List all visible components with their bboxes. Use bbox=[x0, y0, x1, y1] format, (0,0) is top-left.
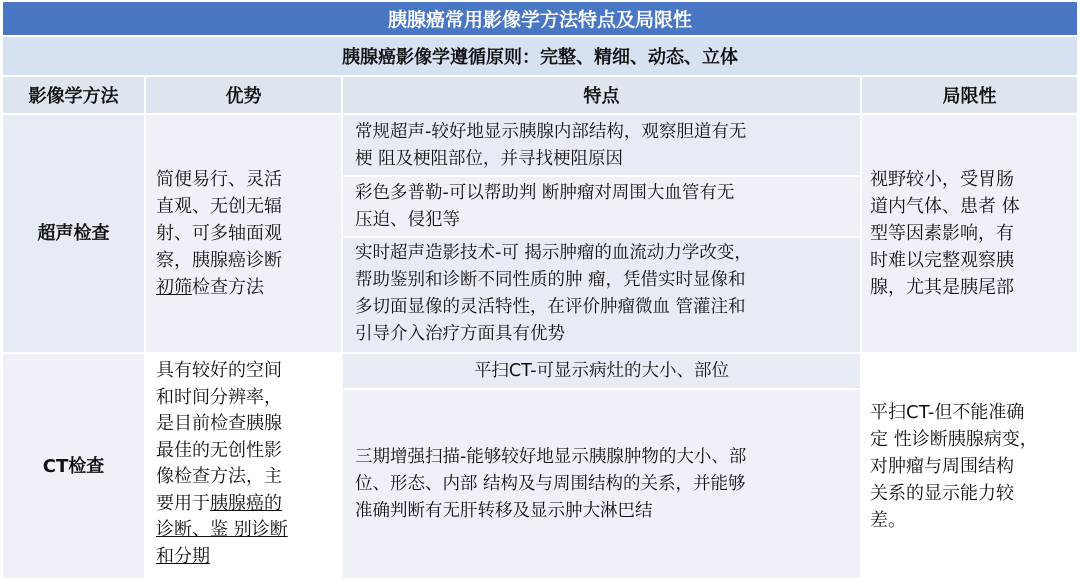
limitation-line: 差。 bbox=[870, 509, 906, 531]
limitation-ultrasound bbox=[862, 115, 1077, 352]
advantage-line: 察，胰腺癌诊断 bbox=[156, 250, 282, 271]
advantage-line: 最佳的无创性影 bbox=[156, 439, 282, 461]
header-row bbox=[3, 77, 1077, 113]
feature-line: 梗 阻及梗阻部位，并寻找梗阻原因 bbox=[355, 149, 624, 169]
feature-line: 常规超声-较好地显示胰腺内部结构，观察胆道有无 bbox=[355, 122, 747, 142]
feature-line: 彩色多普勒-可以帮助判 断肿瘤对周围大血管有无 bbox=[355, 183, 735, 203]
feature-plain-ct bbox=[343, 354, 860, 388]
limitation-line: 定 性诊断胰腺病变， bbox=[870, 428, 1038, 450]
feature-line: 引导介入治疗方面具有优势 bbox=[355, 324, 565, 344]
advantage-line: 和时间分辨率， bbox=[156, 386, 282, 408]
limitation-line: 时难以完整观察胰 bbox=[870, 250, 1014, 271]
table-title: 胰腺癌常用影像学方法特点及局限性 bbox=[3, 2, 1077, 35]
advantage-ultrasound bbox=[146, 115, 341, 352]
advantage-line: 具有较好的空间 bbox=[156, 360, 282, 381]
advantage-line: 射、可多轴面观 bbox=[156, 223, 282, 244]
feature-contrast-us bbox=[343, 238, 860, 352]
header-limitation: 局限性 bbox=[862, 77, 1077, 113]
limitation-line: 道内气体、患者 体 bbox=[870, 196, 1020, 217]
limitation-line: 对肿瘤与周围结构 bbox=[870, 455, 1014, 477]
advantage-line bbox=[156, 274, 282, 301]
principle-banner: 胰腺癌影像学遵循原则：完整、精细、动态、立体 bbox=[3, 37, 1077, 75]
feature-line: 实时超声造影技术-可 揭示肿瘤的血流动力学改变， bbox=[355, 243, 752, 263]
feature-line: 平扫CT-可显示病灶的大小、部位 bbox=[473, 360, 730, 381]
header-method: 影像学方法 bbox=[3, 77, 144, 113]
advantage-line: 是目前检查胰腺 bbox=[156, 413, 282, 434]
advantage-line bbox=[156, 491, 341, 518]
feature-enhanced-ct bbox=[343, 390, 860, 578]
header-advantage: 优势 bbox=[146, 77, 341, 113]
advantage-underlined-line: 诊断、鉴 别诊断 bbox=[156, 519, 288, 540]
feature-line: 压迫、侵犯等 bbox=[355, 210, 460, 230]
limitation-line: 视野较小，受胃肠 bbox=[870, 169, 1014, 190]
feature-line: 三期增强扫描-能够较好地显示胰腺肿物的大小、部 bbox=[355, 446, 747, 467]
limitation-ct bbox=[862, 354, 1077, 578]
limitation-line: 平扫CT-但不能准确 bbox=[870, 401, 1025, 423]
feature-color-doppler bbox=[343, 177, 860, 236]
limitation-line: 型等因素影响，有 bbox=[870, 223, 1014, 244]
limitation-line: 腺，尤其是胰尾部 bbox=[870, 277, 1014, 298]
method-ultrasound-label: 超声检查 bbox=[37, 223, 110, 244]
feature-line: 帮助鉴别和诊断不同性质的肿 瘤，凭借实时显像和 bbox=[355, 270, 746, 290]
advantage-line: 简便易行、灵活 bbox=[156, 169, 282, 190]
feature-line: 准确判断有无肝转移及显示肿大淋巴结 bbox=[355, 500, 653, 521]
method-ct-label: CT检查 bbox=[42, 455, 105, 477]
advantage-line: 像检查方法，主 bbox=[156, 466, 282, 487]
advantage-prefix: 要用于 bbox=[156, 492, 210, 514]
advantage-ct bbox=[146, 354, 341, 578]
advantage-line: 直观、无创无辐 bbox=[156, 196, 282, 217]
feature-line: 位、形态、内部 结构及与周围结构的关系，并能够 bbox=[355, 473, 746, 494]
advantage-rest: 检查方法 bbox=[192, 277, 264, 298]
feature-line: 多切面显像的灵活特性，在评价肿瘤微血 管灌注和 bbox=[355, 297, 746, 317]
method-ultrasound bbox=[3, 115, 144, 352]
advantage-underlined: 胰腺癌的 bbox=[210, 492, 282, 514]
feature-conventional-us bbox=[343, 115, 860, 175]
limitation-line: 关系的显示能力较 bbox=[870, 482, 1014, 504]
advantage-underlined: 初筛 bbox=[156, 277, 192, 298]
advantage-underlined-line: 和分期 bbox=[156, 545, 210, 567]
header-features: 特点 bbox=[343, 77, 860, 113]
method-ct bbox=[3, 354, 144, 578]
